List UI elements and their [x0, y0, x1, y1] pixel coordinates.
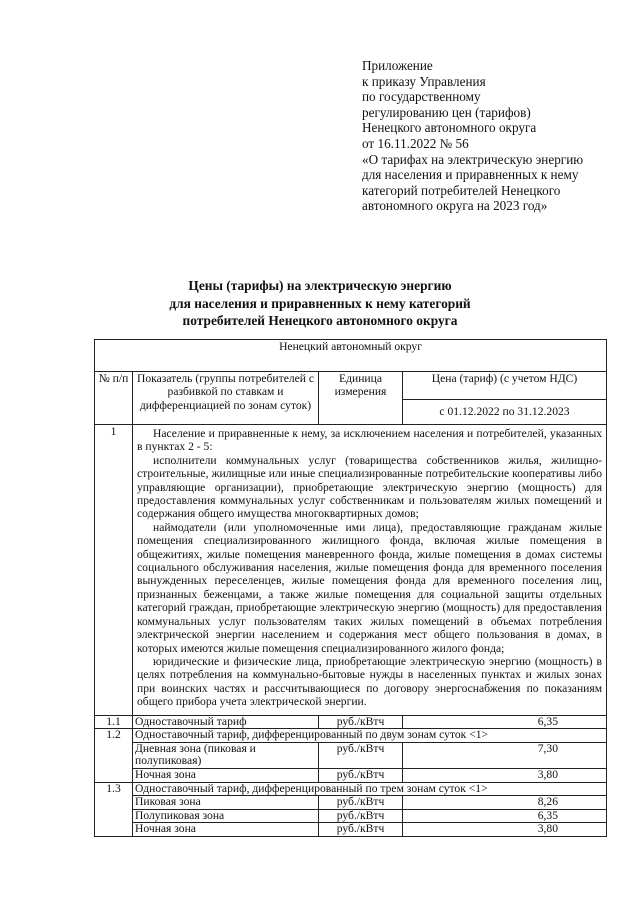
description-paragraph: исполнители коммунальных услуг (товарищества собственников жилья, жилищно-строительные, жилищные или иные специализированные потребительские кооперативы либо управляющие организации), приобретающие электрическую энергию (мощность) для предоставления коммунальных услуг собственникам и пользователям жилых помещений и содержания общего имущества многоквартирных домов; [137, 453, 603, 521]
section-description [133, 425, 607, 716]
appendix-line: для населения и приравненных к нему [362, 167, 579, 183]
row-num: 1.3 [95, 782, 133, 836]
header-num: № п/п [95, 372, 133, 425]
row-unit: руб./кВтч [319, 715, 403, 729]
row-value: 6,35 [403, 715, 607, 729]
description-paragraph: Население и приравненные к нему, за исключением населения и потребителей, указанных в пунктах 2 - 5: [137, 427, 603, 454]
document-title [0, 277, 640, 330]
zone-name: Дневная зона (пиковая и полупиковая) [133, 742, 319, 768]
header-indicator: Показатель (группы потребителей с разбивкой по ставкам и дифференциацией по зонам суток) [133, 372, 319, 425]
zone-name: Пиковая зона [133, 796, 319, 810]
appendix-line: автономного округа на 2023 год» [362, 198, 548, 214]
appendix-line: от 16.11.2022 № 56 [362, 135, 469, 151]
title-line: Цены (тарифы) на электрическую энергию [188, 278, 452, 293]
tariff-table [94, 339, 607, 837]
zone-name: Ночная зона [133, 823, 319, 837]
description-paragraph: наймодатели (или уполномоченные ими лица), предоставляющие гражданам жилые помещения специализированного жилищного фонда, включая жилые помещения в общежитиях, жилые помещения маневренного фонда, жилые помещения в домах системы социального обслуживания населения, жилые помещения фонда для временного поселения вынужденных переселенцев, жилые помещения фонда для временного поселения лиц, признанных беженцами, а также жилые помещения для социальной защиты отдельных категорий граждан, приобретающие электрическую энергию (мощность) для предоставления коммунальных услуг пользователям таких жилых помещений в объемах потребления электрической энергии населением и содержания мест общего пользования в домах, в которых имеются жилые помещения специализированного жилого фонда; [137, 520, 603, 655]
zone-value: 6,35 [403, 809, 607, 823]
section-num: 1 [95, 425, 133, 716]
appendix-line: Ненецкого автономного округа [362, 120, 537, 136]
appendix-line: регулированию цен (тарифов) [362, 104, 531, 120]
description-paragraph: юридические и физические лица, приобретающие электрическую энергию (мощность) в целях потребления на коммунально-бытовые нужды в населенных пунктах и жилых зонах при воинских частях и рассчитывающиеся по договору энергоснабжения по показаниям общего прибора учета электрической энергии. [137, 654, 603, 709]
title-line: для населения и приравненных к нему категорий [169, 295, 471, 311]
appendix-block [362, 58, 622, 214]
row-name: Одноставочный тариф, дифференцированный по трем зонам суток <1> [133, 782, 607, 796]
zone-value: 7,30 [403, 742, 607, 768]
appendix-line: по государственному [362, 89, 481, 105]
header-period: с 01.12.2022 по 31.12.2023 [403, 400, 607, 425]
zone-unit: руб./кВтч [319, 742, 403, 768]
appendix-line: к приказу Управления [362, 73, 486, 89]
zone-value: 8,26 [403, 796, 607, 810]
appendix-line: Приложение [362, 58, 433, 73]
row-num: 1.2 [95, 729, 133, 782]
header-price: Цена (тариф) (с учетом НДС) [403, 372, 607, 400]
title-line: потребителей Ненецкого автономного округа [182, 313, 458, 328]
zone-name: Полупиковая зона [133, 809, 319, 823]
zone-unit: руб./кВтч [319, 809, 403, 823]
zone-name: Ночная зона [133, 768, 319, 782]
row-num: 1.1 [95, 715, 133, 729]
row-name: Одноставочный тариф, дифференцированный по двум зонам суток <1> [133, 729, 607, 743]
header-unit: Единица измерения [319, 372, 403, 425]
region-header: Ненецкий автономный округ [95, 340, 607, 372]
zone-unit: руб./кВтч [319, 768, 403, 782]
row-name: Одноставочный тариф [133, 715, 319, 729]
zone-unit: руб./кВтч [319, 823, 403, 837]
zone-value: 3,80 [403, 768, 607, 782]
appendix-line: категорий потребителей Ненецкого [362, 182, 561, 198]
zone-unit: руб./кВтч [319, 796, 403, 810]
zone-value: 3,80 [403, 823, 607, 837]
appendix-line: «О тарифах на электрическую энергию [362, 151, 584, 167]
